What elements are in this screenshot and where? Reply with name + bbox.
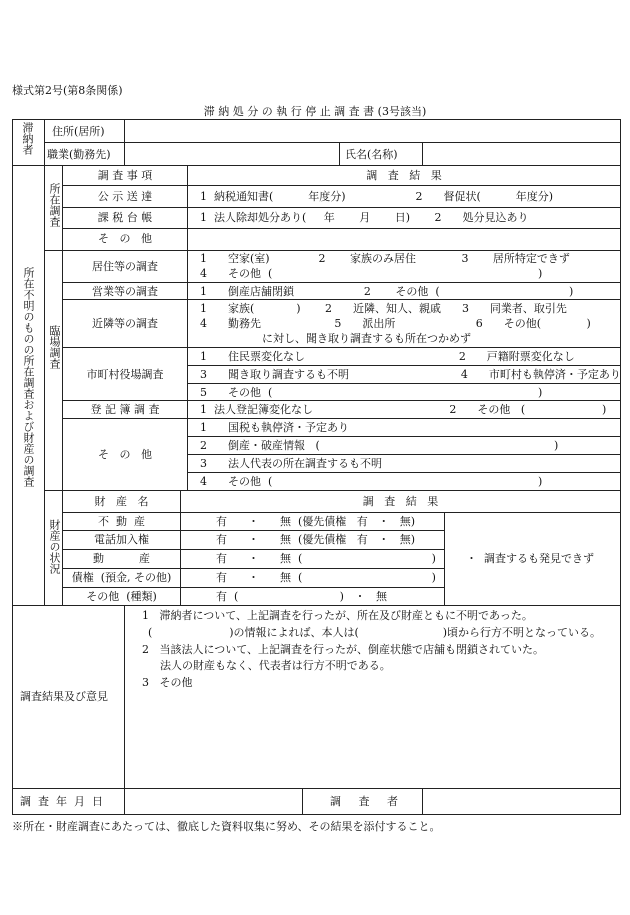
property-status-label: 財産の状況 <box>48 519 61 574</box>
field-other-item: そ の 他 <box>98 448 152 461</box>
column-item-header: 調 査 事 項 <box>97 169 153 182</box>
business-item: 営業等の調査 <box>92 285 158 298</box>
taxpayer-label: 滞納者 <box>21 122 34 155</box>
registry-item: 登 記 簿 調 査 <box>90 403 160 416</box>
neighbor-line3: に対し、聞き取り調査するも所在つかめず <box>262 332 471 345</box>
field-other-line2: 2 倒産・破産情報 ( ) <box>200 439 559 452</box>
location-item-public-notice: 公 示 送 達 <box>97 190 153 203</box>
opinion-line3: 2 当該法人について、上記調査を行ったが、倒産状態で店舗も閉鎖されていた。 <box>142 643 545 656</box>
column-result-header: 調 査 結 果 <box>366 169 442 182</box>
investigation-outer-label: 所在不明のものの所在調査および財産の調査 <box>22 267 35 487</box>
municipal-line2: 3 聞き取り調査するも不明 4 市町村も執停済・予定あり <box>200 368 621 381</box>
location-survey-label: 所在調査 <box>48 183 61 227</box>
property-name-telephone: 電話加入権 <box>94 533 149 546</box>
opinion-line2: ( )の情報によれば、本人は( )頃から行方不明となっている。 <box>148 626 602 639</box>
neighbor-item: 近隣等の調査 <box>92 317 158 330</box>
property-name-header: 財 産 名 <box>94 495 149 508</box>
registry-line1: 1 法人登記簿変化なし 2 その他 ( ) <box>200 403 607 416</box>
opinion-line4: 法人の財産もなく、代表者は行方不明である。 <box>160 659 391 672</box>
neighbor-line1: 1 家族( ) 2 近隣、知人、親戚 3 同業者、取引先 <box>200 302 567 315</box>
municipal-line3: 5 その他 ( ) <box>200 386 543 399</box>
property-result-telephone: 有 ・ 無 (優先債権 有 ・ 無) <box>216 533 416 546</box>
form-number: 様式第2号(第8条関係) <box>12 84 123 97</box>
property-name-other: その他 (種類) <box>86 590 157 603</box>
residence-line2: 4 その他 ( ) <box>200 267 543 280</box>
opinion-line5: 3 その他 <box>142 676 193 689</box>
investigation-date-label: 調 査 年 月 日 <box>20 795 103 808</box>
property-result-claims: 有 ・ 無 ( ) <box>216 571 436 584</box>
property-result-real-estate: 有 ・ 無 (優先債権 有 ・ 無) <box>216 515 416 528</box>
property-result-movables: 有 ・ 無 ( ) <box>216 552 436 565</box>
opinion-line1: 1 滞納者について、上記調査を行ったが、所在及び財産ともに不明であった。 <box>142 609 533 622</box>
residence-item: 居住等の調査 <box>92 260 158 273</box>
location-item-tax-ledger: 課 税 台 帳 <box>97 211 153 224</box>
form-title: 滞 納 処 分 の 執 行 停 止 調 査 書 (3号該当) <box>203 105 427 118</box>
opinion-label: 調査結果及び意見 <box>20 690 108 703</box>
property-name-movables: 動 産 <box>93 552 150 565</box>
property-result-other: 有 ( ) ・ 無 <box>216 590 387 603</box>
property-name-real-estate: 不 動 産 <box>98 515 145 528</box>
location-result-public-notice: 1 納税通知書( 年度分) 2 督促状( 年度分) <box>200 190 553 203</box>
location-result-tax-ledger: 1 法人除却処分あり( 年 月 日) 2 処分見込あり <box>200 211 529 224</box>
name-label: 氏名(名称) <box>345 148 398 161</box>
property-result-header: 調 査 結 果 <box>362 495 439 508</box>
neighbor-line2: 4 勤務先 5 派出所 6 その他( ) <box>200 317 591 330</box>
investigator-label: 調 査 者 <box>330 795 398 808</box>
location-item-other: そ の 他 <box>98 232 152 245</box>
field-survey-label: 臨場調査 <box>48 325 61 369</box>
municipal-item: 市町村役場調査 <box>86 368 164 381</box>
field-other-line4: 4 その他 ( ) <box>200 475 543 488</box>
field-other-line3: 3 法人代表の所在調査するも不明 <box>200 457 382 470</box>
property-side-note: ・ 調査するも発見できず <box>466 552 594 565</box>
footer-note: ※所在・財産調査にあたっては、徹底した資料収集に努め、その結果を添付すること。 <box>12 820 441 833</box>
address-label: 住所(居所) <box>52 125 105 138</box>
field-other-line1: 1 国税も執停済・予定あり <box>200 421 349 434</box>
occupation-label: 職業(勤務先) <box>47 148 111 161</box>
property-name-claims: 債権 (預金, その他) <box>71 571 172 584</box>
business-line1: 1 倒産店舗閉鎖 2 その他 ( ) <box>200 285 574 298</box>
municipal-line1: 1 住民票変化なし 2 戸籍附票変化なし <box>200 350 575 363</box>
residence-line1: 1 空家(室) 2 家族のみ居住 3 居所特定できず <box>200 252 570 265</box>
